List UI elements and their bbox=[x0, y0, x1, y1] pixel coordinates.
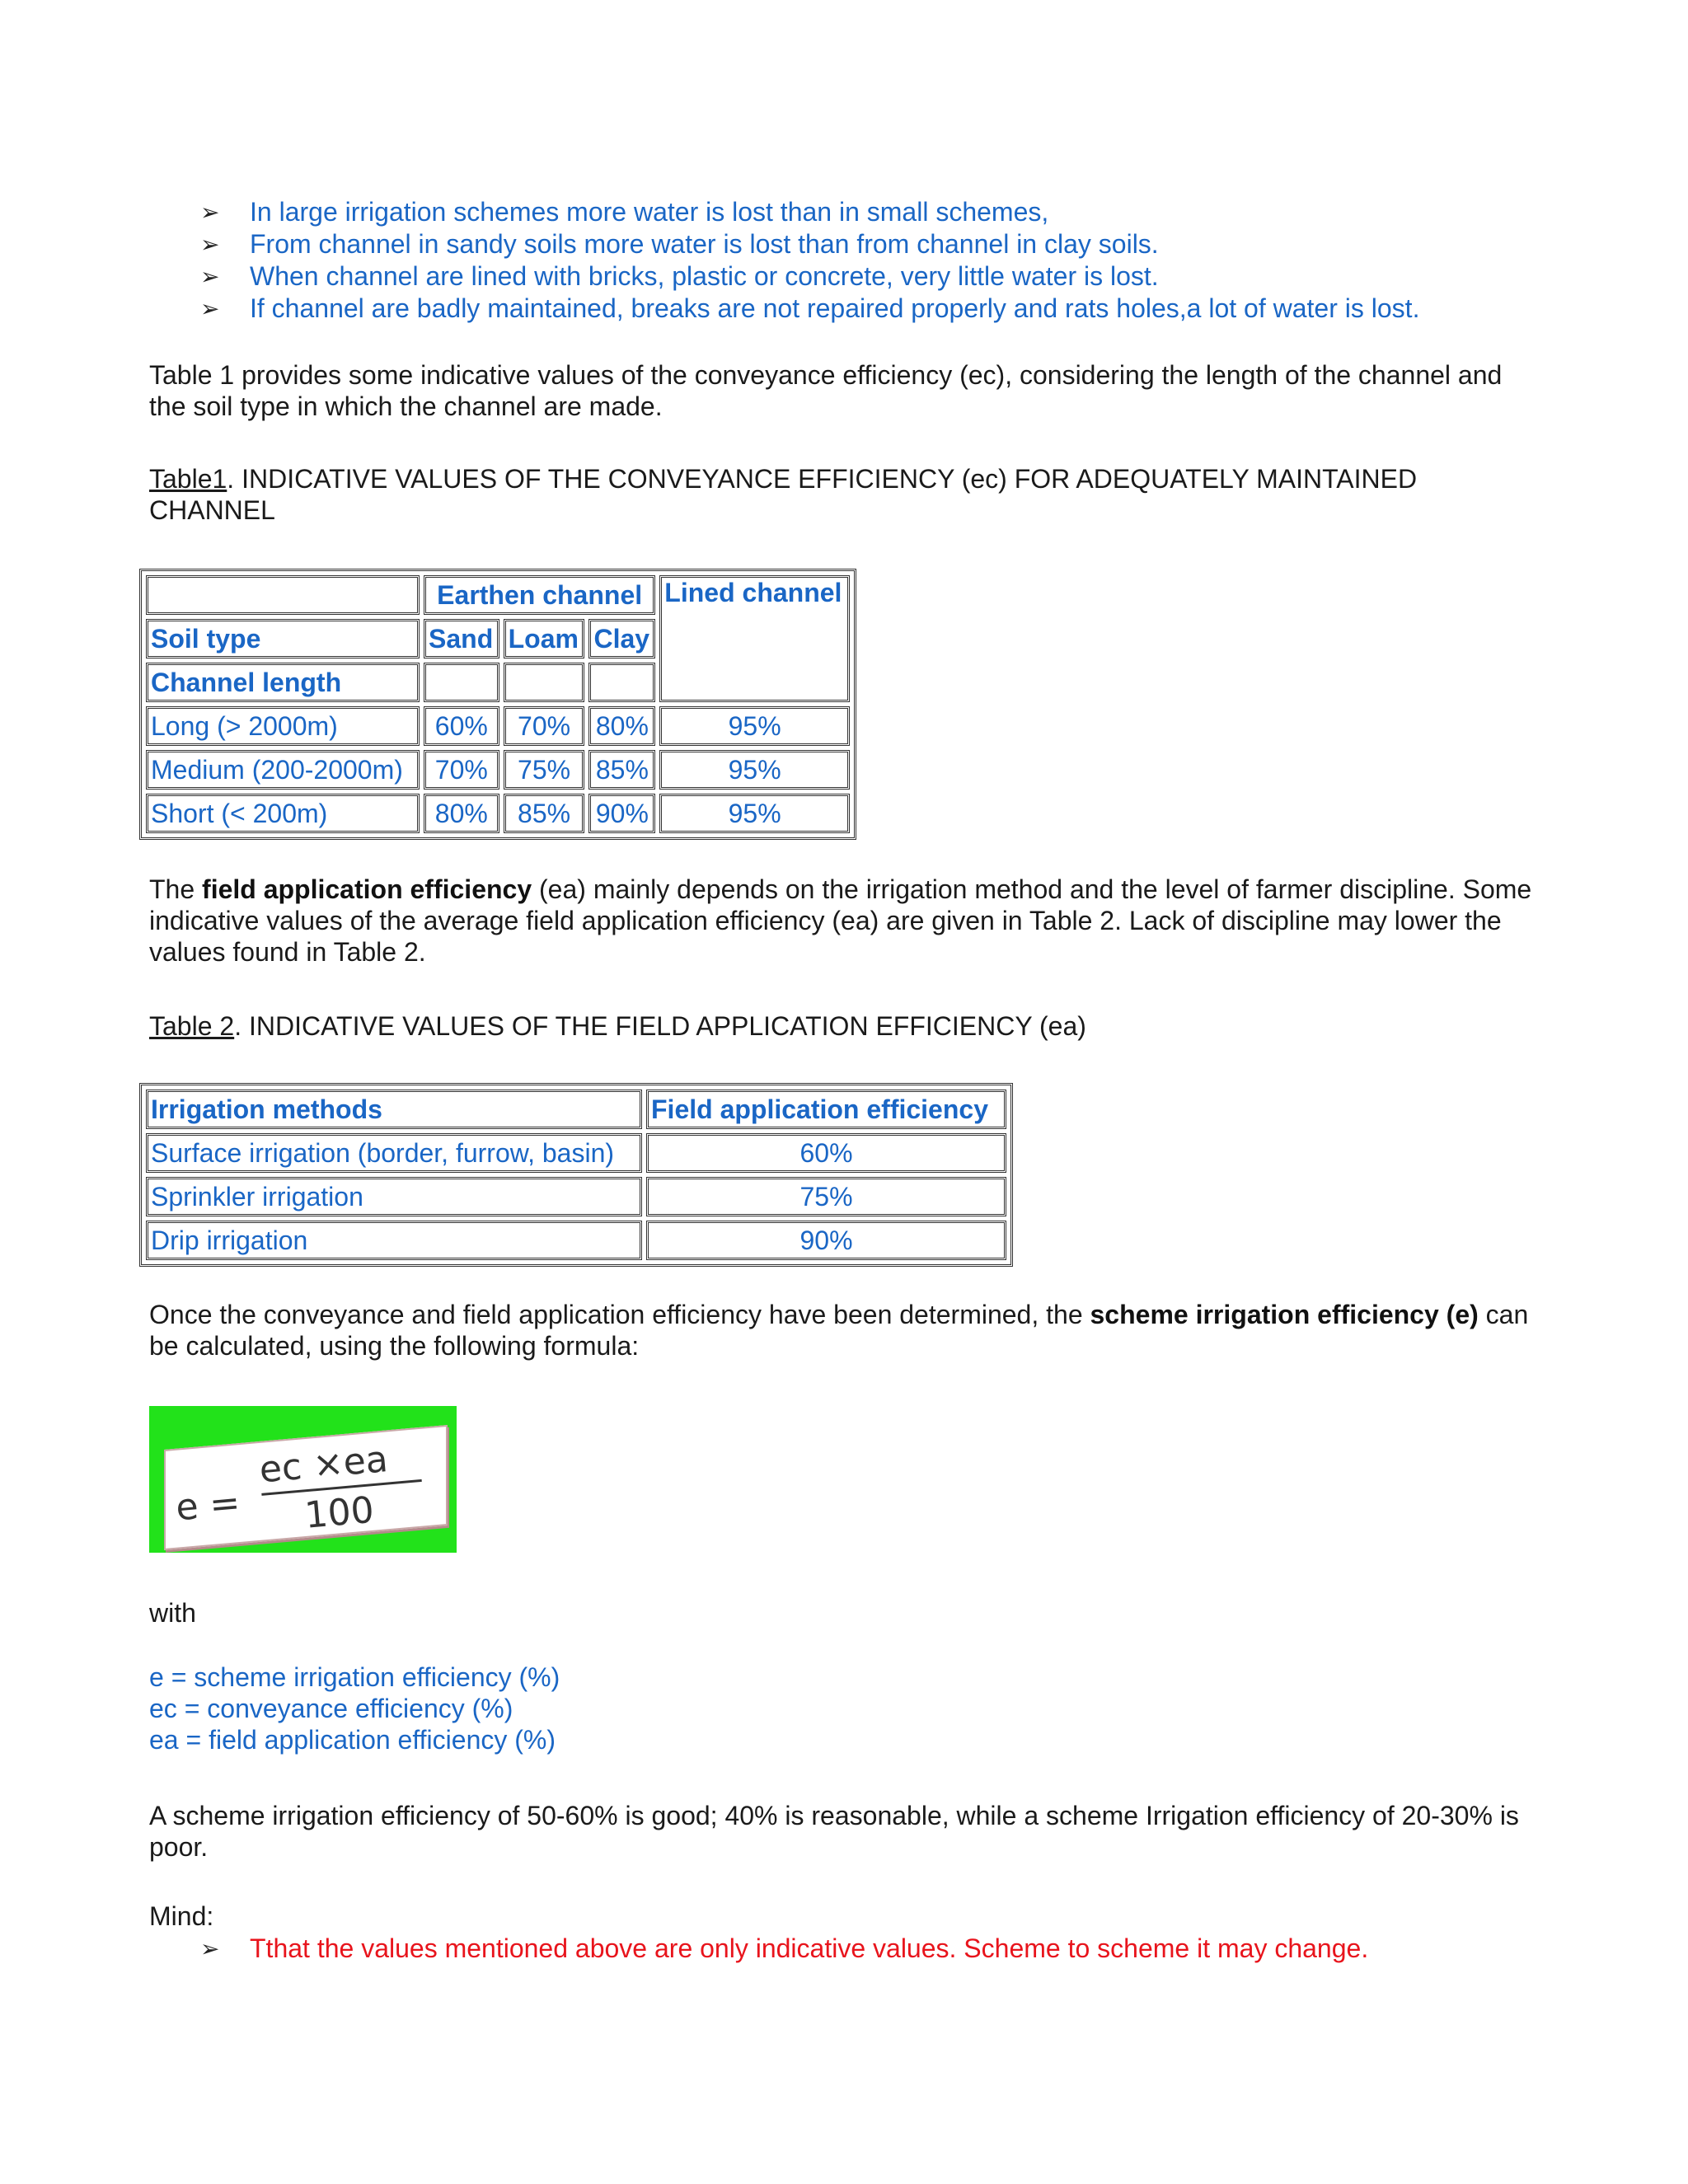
table1-empty-cell bbox=[504, 663, 585, 702]
table1-header-sand: Sand bbox=[424, 619, 499, 658]
table-row bbox=[146, 750, 850, 790]
table1-header-channel-length: Channel length bbox=[146, 663, 420, 702]
table1-caption-label: Table1 bbox=[149, 464, 227, 494]
table2-cell-efficiency: 75% bbox=[646, 1177, 1006, 1216]
table1-row-label: Medium (200-2000m) bbox=[146, 750, 420, 790]
definition-ec: ec = conveyance efficiency (%) bbox=[149, 1694, 513, 1723]
table1-cell-sand: 60% bbox=[424, 706, 499, 746]
bullet-list bbox=[200, 196, 1552, 325]
arrow-bullet-icon: ➢ bbox=[200, 199, 220, 225]
table2-cell-efficiency: 60% bbox=[646, 1133, 1006, 1173]
table2-cell-efficiency: 90% bbox=[646, 1221, 1006, 1260]
bullet-item: ➢ From channel in sandy soils more water is lost than from channel in clay soils. bbox=[200, 229, 1159, 259]
definition-e: e = scheme irrigation efficiency (%) bbox=[149, 1662, 560, 1692]
table1-caption: Table1. INDICATIVE VALUES OF THE CONVEYANCE EFFICIENCY (ec) FOR ADEQUATELY MAINTAINED CHANNEL bbox=[149, 464, 1418, 525]
table1-header-soil-type: Soil type bbox=[146, 619, 420, 658]
field-application-paragraph: The field application efficiency (ea) mainly depends on the irrigation method and the level of farmer discipline. Some indicative values of the average field application efficiency (ea) are given in Table 2. Lack of discipline may lower the values found in Table 2. bbox=[149, 874, 1532, 967]
table2-caption-label: Table 2 bbox=[149, 1011, 235, 1041]
table1-cell-loam: 70% bbox=[504, 706, 585, 746]
table2-caption: Table 2. INDICATIVE VALUES OF THE FIELD APPLICATION EFFICIENCY (ea) bbox=[149, 1011, 1086, 1041]
table1-header-clay: Clay bbox=[588, 619, 655, 658]
bullet-item: ➢ When channel are lined with bricks, plastic or concrete, very little water is lost. bbox=[200, 261, 1159, 291]
scheme-efficiency-paragraph: Once the conveyance and field application efficiency have been determined, the scheme irrigation efficiency (e) can be calculated, using the following formula: bbox=[149, 1300, 1529, 1361]
table1-empty-cell bbox=[146, 575, 420, 615]
table1-header-lined: Lined channel bbox=[659, 575, 850, 702]
arrow-bullet-icon: ➢ bbox=[200, 296, 220, 321]
with-label: with bbox=[149, 1598, 196, 1628]
table1-cell-clay: 90% bbox=[588, 794, 655, 833]
table1-row-label: Short (< 200m) bbox=[146, 794, 420, 833]
table2-header-method: Irrigation methods bbox=[146, 1090, 642, 1129]
table1-row-label: Long (> 2000m) bbox=[146, 706, 420, 746]
mind-bullet-list bbox=[200, 1933, 1552, 1965]
formula-denominator: 100 bbox=[302, 1488, 376, 1537]
formula-lhs: e = bbox=[174, 1481, 242, 1530]
table2-header-efficiency: Field application efficiency bbox=[646, 1090, 1006, 1129]
formula-numerator: ec ×ea bbox=[257, 1437, 390, 1492]
bullet-item: ➢ Tthat the values mentioned above are only indicative values. Scheme to scheme it may change. bbox=[200, 1933, 1369, 1963]
table-row bbox=[146, 1221, 1006, 1260]
table2-cell-method: Surface irrigation (border, furrow, basin) bbox=[146, 1133, 642, 1173]
formula-graphic bbox=[149, 1406, 457, 1553]
field-application-table bbox=[139, 1083, 1013, 1267]
mind-label: Mind: bbox=[149, 1901, 214, 1931]
arrow-bullet-icon: ➢ bbox=[200, 232, 220, 257]
table-row bbox=[146, 1133, 1006, 1173]
bullet-item: ➢ If channel are badly maintained, breaks are not repaired properly and rats holes,a lot of water is lost. bbox=[200, 293, 1420, 323]
table-row bbox=[146, 1177, 1006, 1216]
table2-cell-method: Sprinkler irrigation bbox=[146, 1177, 642, 1216]
bullet-item: ➢ In large irrigation schemes more water is lost than in small schemes, bbox=[200, 197, 1049, 227]
table1-cell-sand: 80% bbox=[424, 794, 499, 833]
table1-cell-loam: 75% bbox=[504, 750, 585, 790]
table-row bbox=[146, 794, 850, 833]
table1-cell-clay: 80% bbox=[588, 706, 655, 746]
scheme-rating-paragraph: A scheme irrigation efficiency of 50-60% is good; 40% is reasonable, while a scheme Irrigation efficiency of 20-30% is poor. bbox=[149, 1801, 1519, 1862]
definitions-list bbox=[149, 1661, 1534, 1755]
table1-cell-lined: 95% bbox=[659, 794, 850, 833]
formula-image bbox=[149, 1406, 457, 1553]
table1-empty-cell bbox=[588, 663, 655, 702]
arrow-bullet-icon: ➢ bbox=[200, 264, 220, 289]
table1-cell-clay: 85% bbox=[588, 750, 655, 790]
table1-cell-lined: 95% bbox=[659, 750, 850, 790]
table1-cell-loam: 85% bbox=[504, 794, 585, 833]
table1-cell-lined: 95% bbox=[659, 706, 850, 746]
table1-header-loam: Loam bbox=[504, 619, 585, 658]
conveyance-efficiency-table bbox=[139, 569, 856, 840]
arrow-bullet-icon: ➢ bbox=[200, 1936, 220, 1961]
table1-empty-cell bbox=[424, 663, 499, 702]
table2-cell-method: Drip irrigation bbox=[146, 1221, 642, 1260]
table1-cell-sand: 70% bbox=[424, 750, 499, 790]
table-row bbox=[146, 706, 850, 746]
table1-header-earthen: Earthen channel bbox=[424, 575, 655, 615]
definition-ea: ea = field application efficiency (%) bbox=[149, 1725, 556, 1755]
intro-paragraph: Table 1 provides some indicative values of the conveyance efficiency (ec), considering the length of the channel and the soil type in which the channel are made. bbox=[149, 360, 1503, 421]
